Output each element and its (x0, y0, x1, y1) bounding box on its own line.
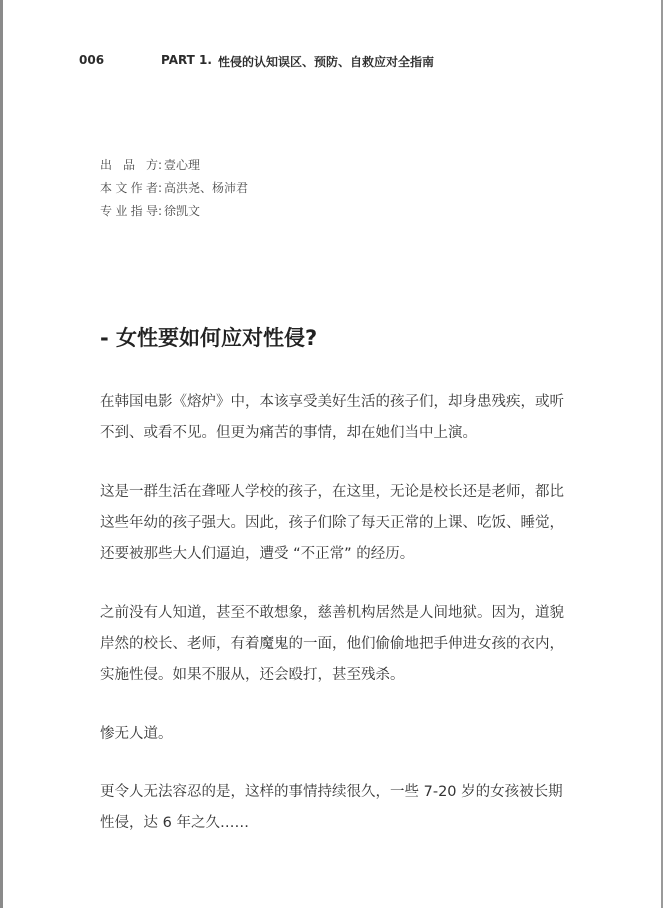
paragraph: 这是一群生活在聋哑人学校的孩子，在这里，无论是校长还是老师，都比这些年幼的孩子强大。因此，孩子们除了每天正常的上课、吃饭、睡觉，还要被那些大人们逼迫，遭受 “不正常” 的经历。 (100, 484, 564, 562)
credit-value: 高洪尧、杨沛君 (164, 181, 249, 195)
section-title: - 女性要如何应对性侵? (100, 326, 318, 350)
credits-block (100, 154, 248, 223)
credit-label: 出 品 方 (100, 158, 158, 172)
article-body (100, 387, 570, 867)
page-left-edge (0, 0, 3, 908)
credit-value: 壹心理 (164, 158, 201, 172)
paragraph: 在韩国电影《熔炉》中，本该享受美好生活的孩子们，却身患残疾，或听不到、或看不见。但更为痛苦的事情，却在她们当中上演。 (100, 394, 564, 441)
part-label: PART 1. (161, 53, 212, 67)
credit-separator: : (158, 158, 163, 172)
credit-label: 专业指导 (100, 204, 158, 218)
paragraph: 更令人无法容忍的是，这样的事情持续很久，一些 7-20 岁的女孩被长期性侵，达 6 年之久…… (100, 784, 563, 831)
chapter-title: 性侵的认知误区、预防、自救应对全指南 (218, 55, 435, 69)
credit-label: 本文作者 (100, 181, 158, 195)
credit-value: 徐凯文 (164, 204, 201, 218)
paragraph: 之前没有人知道，甚至不敢想象，慈善机构居然是人间地狱。因为，道貌岸然的校长、老师，有着魔鬼的一面，他们偷偷地把手伸进女孩的衣内，实施性侵。如果不服从，还会殴打，甚至残杀。 (100, 605, 564, 683)
credit-row-producer (100, 154, 248, 177)
credit-separator: : (158, 181, 163, 195)
credit-row-advisor (100, 200, 248, 223)
credit-row-author (100, 177, 248, 200)
page-number: 006 (79, 53, 105, 67)
paragraph: 惨无人道。 (100, 726, 173, 742)
credit-separator: : (158, 204, 163, 218)
